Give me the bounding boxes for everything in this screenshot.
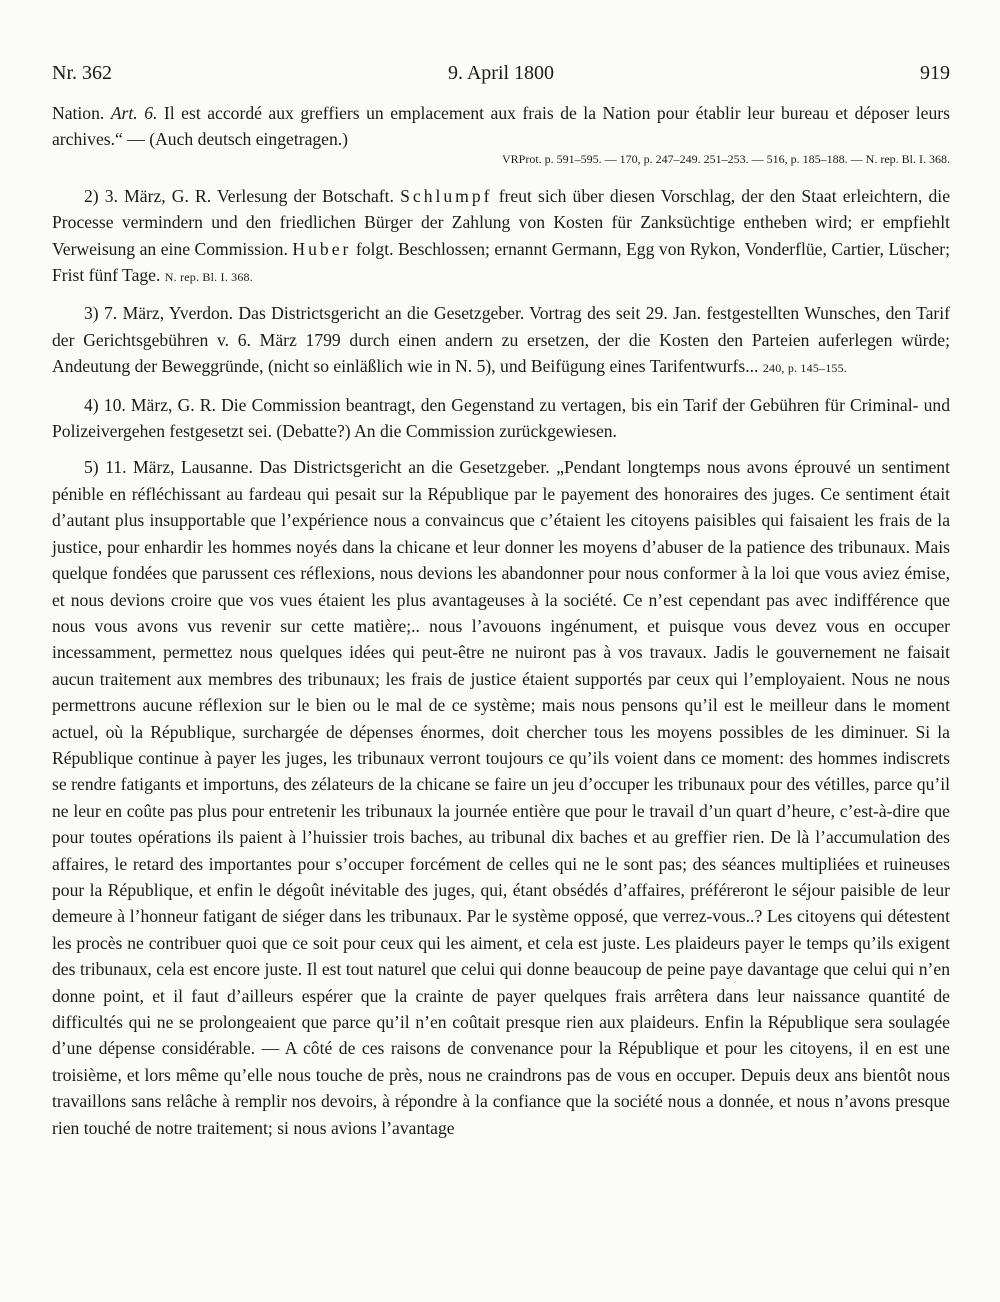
document-number: Nr. 362 [52,62,112,84]
source-reference: 240, p. 145–155. [762,361,848,376]
person-name: Huber [292,238,352,259]
text-fragment: Nation. [52,103,105,123]
body-text [52,100,950,1141]
text-fragment: freut sich über diesen Vorschlag, der den Staat erleichtern, die Processe vermindern und den friedlichen Bürger der Zahlung von Kosten für Zanksüchtige entheben wird; er empfiehlt Verweisung an eine Commission. [52,185,951,259]
text-fragment: 3) 7. März, Yverdon. Das Districtsgericht an die Gesetzgeber. Vortrag des seit 29. Jan. festgestellten Wunsches, den Tarif der Gerichtsgebühren v. 6. März 1799 durch einen andern zu ersetzen, der die Kosten den Parteien auferlegen würde; Andeutung der Beweggründe, (nicht so einläßlich wie in N. 5), und Beifügung eines Tarifentwurfs... [52,303,950,377]
paragraph-2 [52,183,950,291]
paragraph-continuation [52,100,950,153]
person-name: Schlumpf [400,185,493,206]
page-header [52,62,950,92]
article-label: Art. 6. [110,103,158,123]
paragraph-5: 5) 11. März, Lausanne. Das Districtsgericht an die Gesetzgeber. „Pendant longtemps nous avons éprouvé un sentiment pénible en réfléchissant au fardeau qui pesait sur la République par le payement des honoraires des juges. Ce sentiment était d’autant plus insupportable que l’expérience nous a convaincus que c’étaient les citoyens paisibles qui faisaient les frais de la justice, pour enhardir les hommes noyés dans la chicane et leur donner les moyens d’abuser de la patience des tribunaux. Mais quelque fondées que parussent ces réflexions, nous devions les abandonner pour nous conformer à la loi que vous aviez émise, et nous devions croire que vos vues étaient les plus avantageuses à la société. Ce n’est cependant pas avec indifférence que nous vous avons vus revenir sur cette matière;.. nous l’avouons ingénument, et puisque vous devez vous en occuper incessamment, permettez nous quelques idées qui peut-être ne nuiront pas à vos travaux. Jadis le gouvernement ne faisait aucun traitement aux membres des tribunaux; les frais de justice étaient supportés par ceux qui l’employaient. Nous ne nous permettrons aucune réflexion sur le bien ou le mal de ce système; mais nous pensons qu’il est le meilleur dans le moment actuel, où la République, surchargée de dépenses énormes, doit chercher tous les moyens possibles de les diminuer. Si la République continue à payer les juges, les tribunaux verront toujours ce qu’ils voient dans ce moment: des hommes indiscrets se rendre fatigants et importuns, des zélateurs de la chicane se faire un jeu d’occuper les tribunaux pour des vétilles, parce qu’il ne leur en coûte pas plus pour entretenir les tribunaux la journée entière que pour le travail d’un quart d’heure, c’est-à-dire que pour toutes opérations ils paient à l’huissier trois baches, au tribunal dix baches et au greffier rien. De là l’accumulation des affaires, le retard des importantes pour s’occuper forcément de celles qui ne le sont pas; des séances multipliées et ruineuses pour la République, et enfin le dégoût inévitable des juges, qui, étant obsédés d’affaires, préféreront le séjour paisible de leur demeure à l’honneur fatigant de siéger dans les tribunaux. Par le système opposé, que verrez-vous..? Les citoyens qui détestent les procès ne contribuer quoi que ce soit pour ceux qui les aiment, et cela est juste. Les plaideurs payer le temps qu’ils exigent des tribunaux, cela est encore juste. Il est tout naturel que celui qui donne beaucoup de peine paye davantage que celui qui n’en donne point, et il faut d’ailleurs espérer que la crainte de payer quelques frais arrêtera dans leur naissance quantité de difficultés qui ne se prolongeaient que parce qu’il n’en coûtait presque rien aux plaideurs. Enfin la République sera soulagée d’une dépense considérable. — A côté de ces raisons de convenance pour la République et pour les citoyens, il en est une troisième, et lors même qu’elle nous touche de près, nous ne craindrons pas de vous en occuper. Depuis deux ans bientôt nous travaillons sans relâche à remplir nos devoirs, à répondre à la confiance que la société nous a donnée, et nous n’avons presque rien touché de notre traitement; si nous avions l’avantage [52,457,950,1138]
text-fragment: 2) 3. März, G. R. Verlesung der Botschaft. [84,185,394,206]
paragraph-3 [52,300,950,381]
source-reference: VRProt. p. 591–595. — 170, p. 247–249. 251–253. — 516, p. 185–188. — N. rep. Bl. I. 368. [502,151,950,166]
paragraph-4: 4) 10. März, G. R. Die Commission beantragt, den Gegenstand zu vertagen, bis ein Tarif der Gebühren für Criminal- und Polizeivergehen festgesetzt sei. (Debatte?) An die Commission zurückgewiesen. [52,394,950,442]
header-date: 9. April 1800 [447,62,555,84]
source-reference: N. rep. Bl. I. 368. [164,270,253,285]
text-fragment: folgt. Beschlossen; ernannt Germann, Egg von Rykon, Vonderflüe, Cartier, Lüscher; Frist fünf Tage. [52,238,950,286]
page-number: 919 [920,62,950,84]
text-fragment: Il est accordé aux greffiers un emplacement aux frais de la Nation pour établir leur bureau et déposer leurs archives.“ — (Auch deutsch eingetragen.) [52,103,950,150]
